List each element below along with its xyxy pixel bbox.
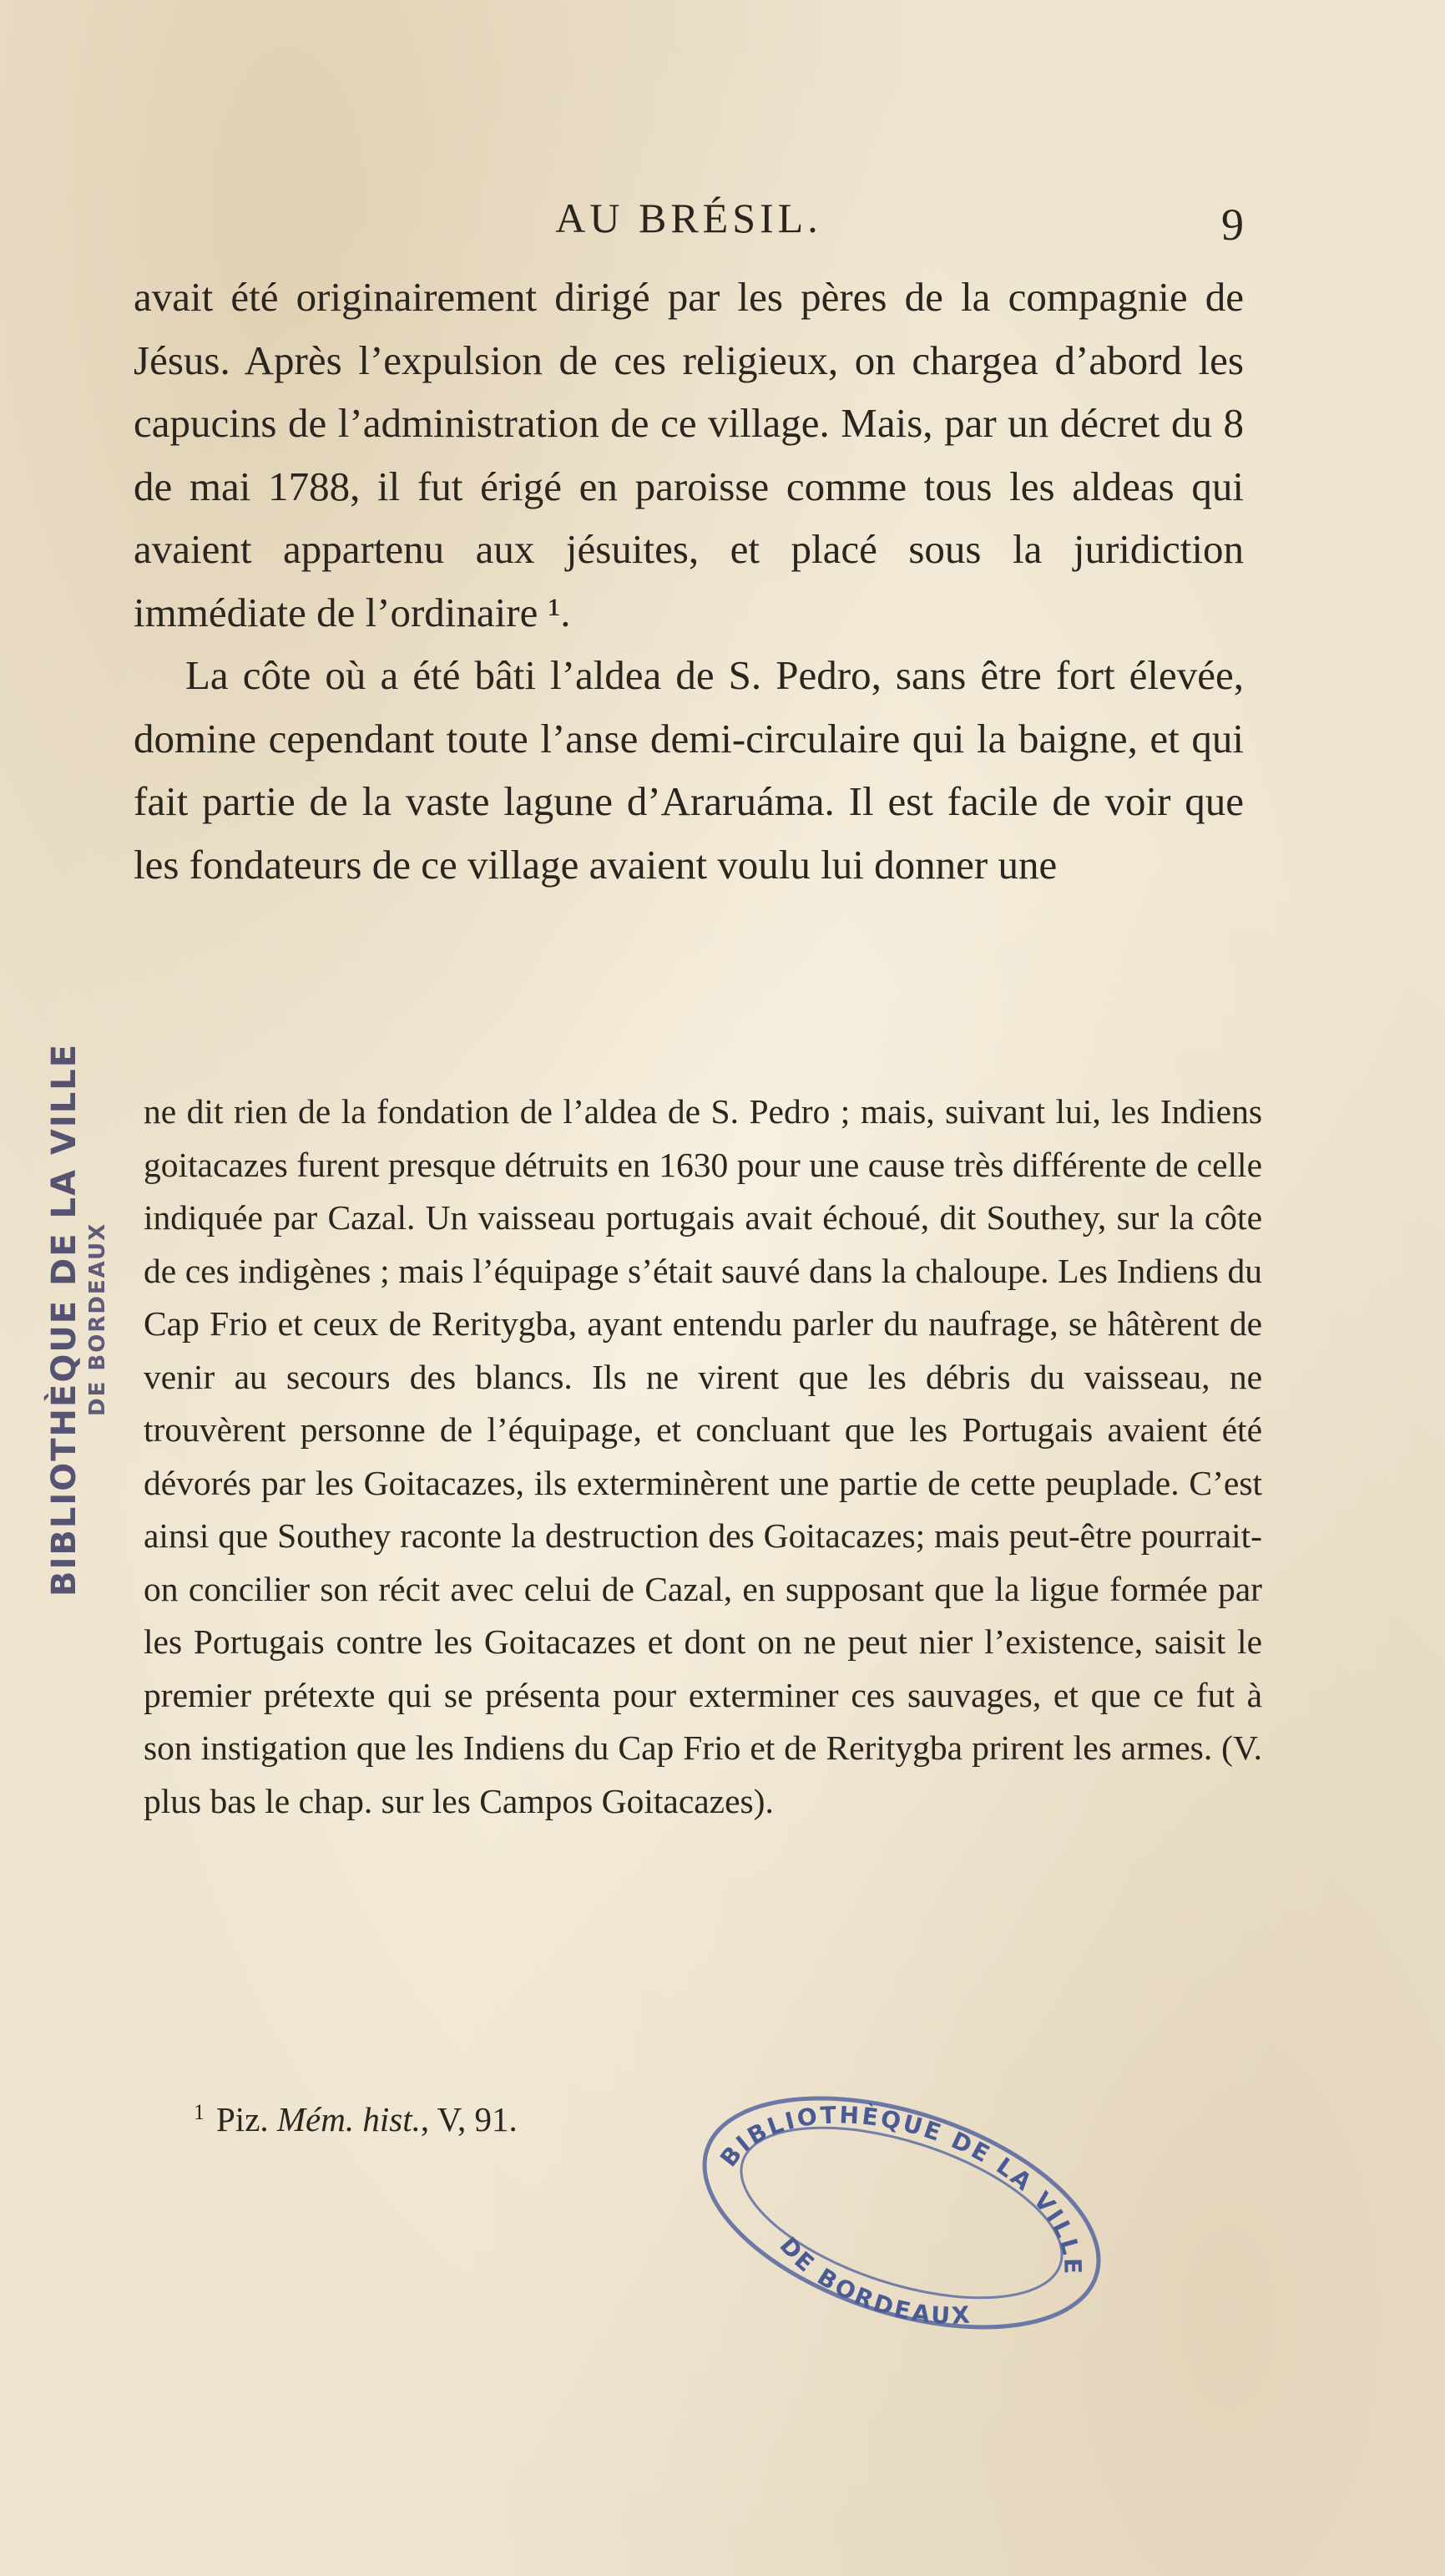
footnote-text: ne dit rien de la fondation de l’aldea de S. Pedro ; mais, suivant lui, les Indiens goitacazes furent presque détruits en 1630 pour une cause très différente de celle indiquée par Cazal. Un vaisseau portugais avait échoué, dit Southey, sur la côte de ces indigènes ; mais l’équipage s’était sauvé dans la chaloupe. Les Indiens du Cap Frio et ceux de Reritygba, ayant entendu parler du naufrage, se hâtèrent de venir au secours des blancs. Ils ne virent que les débris du vaisseau, ne trouvèrent personne de l’équipage, et concluant que les Portugais avaient été dévorés par les Goitacazes, ils exterminèrent une partie de cette peuplade. C’est ainsi que Southey raconte la destruction des Goitacazes; mais peut-être pourrait-on concilier son récit avec celui de Cazal, en supposant que la ligue formée par les Portugais contre les Goitacazes et dont on ne peut nier l’existence, saisit le premier prétexte qui se présenta pour exterminer ces sauvages, et que ce fut à son instigation que les Indiens du Cap Frio et de Reritygba prirent les armes. (V. plus bas le chap. sur les Campos Goitacazes). — [144, 1092, 1262, 1820]
main-text — [134, 266, 1244, 896]
footnote-marker: 1 — [194, 2100, 205, 2124]
side-stamp-line2: DE BORDEAUX — [85, 1222, 110, 1417]
library-oval-stamp — [676, 2088, 1127, 2338]
page-number: 9 — [1221, 200, 1244, 250]
footnote-work-title: Mém. hist. — [276, 2100, 421, 2138]
oval-stamp-top-text: BIBLIOTHÈQUE DE LA VILLE — [715, 2101, 1087, 2277]
oval-stamp-graphic — [676, 2088, 1127, 2338]
footnote-reference: , V, 91. — [420, 2100, 518, 2138]
footnote-continuation — [144, 1086, 1262, 1828]
footnote-1 — [194, 2088, 518, 2144]
side-stamp-line1: BIBLIOTHÈQUE DE LA VILLE — [45, 1042, 83, 1597]
paragraph: La côte où a été bâti l’aldea de S. Pedro, sans être fort élevée, domine cependant toute l’anse demi-circulaire qui la baigne, et qui fait partie de la vaste lagune d’Araruáma. Il est facile de voir que les fondateurs de ce village avaient voulu lui donner une — [134, 652, 1244, 888]
running-title: AU BRÉSIL. — [555, 195, 822, 241]
paragraph-continued: avait été originairement dirigé par les pères de la compagnie de Jésus. Après l’expulsion de ces religieux, on chargea d’abord les capucins de l’administration de ce village. Mais, par un décret du 8 de mai 1788, il fut érigé en paroisse comme tous les aldeas qui avaient appartenu aux jésuites, et placé sous la juridiction immédiate de l’ordinaire ¹. — [134, 274, 1244, 635]
oval-stamp-bottom-text: DE BORDEAUX — [774, 2231, 973, 2330]
footnote-author: Piz. — [216, 2100, 269, 2138]
library-side-stamp — [5, 1035, 122, 1603]
page-header — [134, 194, 1244, 252]
